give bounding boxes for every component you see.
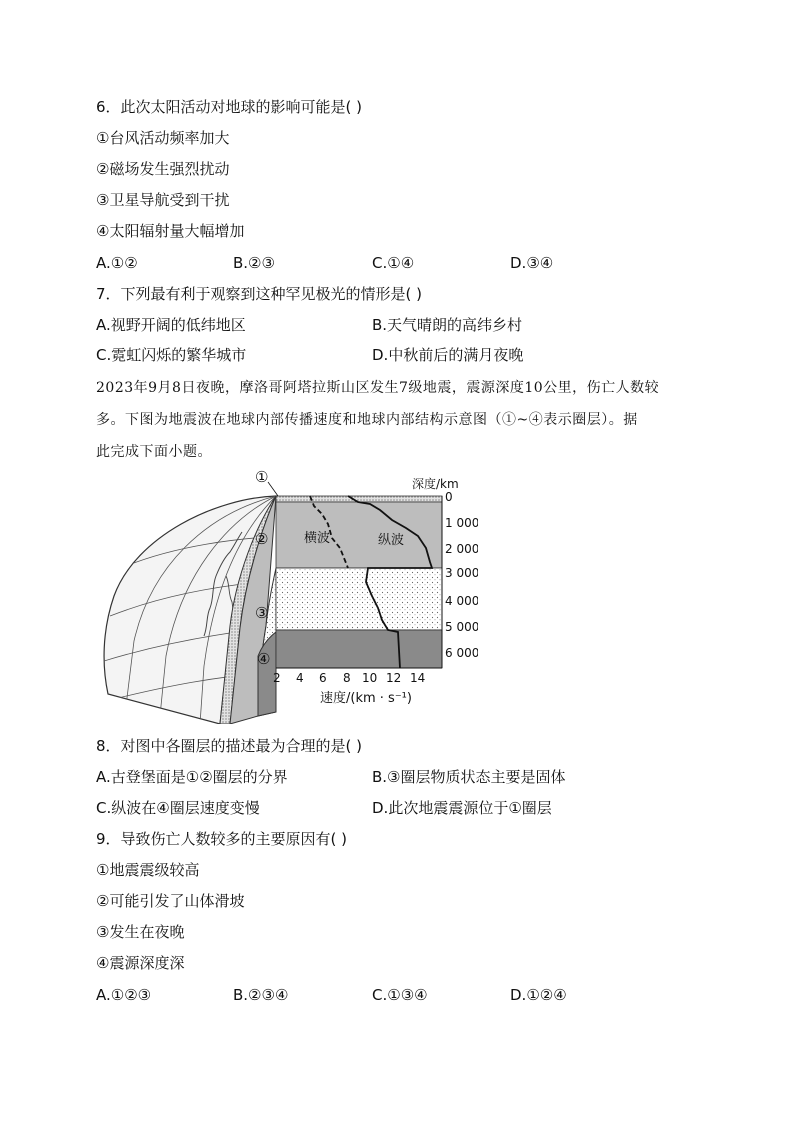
- q7-option-b[interactable]: B.天气晴朗的高纬乡村: [372, 316, 523, 334]
- q8-option-c[interactable]: C.纵波在④圈层速度变慢: [96, 799, 260, 817]
- layer-label-3: ③: [255, 604, 269, 622]
- layer-label-2: ②: [255, 530, 269, 548]
- layer-3-outer-core: [276, 568, 442, 630]
- depth-axis-label: 深度/km: [412, 477, 459, 491]
- depth-tick: 6 000: [445, 646, 478, 660]
- q6-stem: 6．此次太阳活动对地球的影响可能是( ): [96, 98, 363, 116]
- earth-structure-figure: [96, 466, 478, 724]
- depth-tick: 4 000: [445, 594, 478, 608]
- q9-option-b[interactable]: B.②③④: [233, 986, 289, 1004]
- depth-tick: 3 000: [445, 566, 478, 580]
- q7-option-c[interactable]: C.霓虹闪烁的繁华城市: [96, 346, 247, 364]
- q8-option-d[interactable]: D.此次地震震源位于①圈层: [372, 799, 552, 817]
- q7-option-a[interactable]: A.视野开阔的低纬地区: [96, 316, 246, 334]
- speed-tick: 12: [386, 671, 402, 685]
- layer-1-crust: [276, 496, 442, 502]
- speed-tick: 8: [343, 671, 351, 685]
- s-wave-label: 横波: [304, 531, 331, 546]
- q6-item-2: ②磁场发生强烈扰动: [96, 160, 230, 178]
- q8-option-b[interactable]: B.③圈层物质状态主要是固体: [372, 768, 566, 786]
- speed-tick: 6: [319, 671, 327, 685]
- q6-item-4: ④太阳辐射量大幅增加: [96, 222, 245, 240]
- speed-tick: 14: [410, 671, 426, 685]
- q9-option-a[interactable]: A.①②③: [96, 986, 152, 1004]
- speed-tick: 4: [296, 671, 304, 685]
- q8-option-a[interactable]: A.古登堡面是①②圈层的分界: [96, 768, 288, 786]
- passage-line-1: 2023年9月8日夜晚，摩洛哥阿塔拉斯山区发生7级地震，震源深度10公里，伤亡人数较: [96, 380, 660, 396]
- q9-option-c[interactable]: C.①③④: [372, 986, 428, 1004]
- q8-stem: 8．对图中各圈层的描述最为合理的是( ): [96, 737, 363, 755]
- q6-option-d[interactable]: D.③④: [510, 254, 554, 272]
- q7-stem: 7．下列最有利于观察到这种罕见极光的情形是( ): [96, 285, 423, 303]
- q6-option-c[interactable]: C.①④: [372, 254, 415, 272]
- depth-tick: 0: [445, 490, 453, 504]
- depth-tick: 5 000: [445, 620, 478, 634]
- layer-4-inner-core: [276, 630, 442, 668]
- depth-tick: 2 000: [445, 542, 478, 556]
- depth-tick: 1 000: [445, 516, 478, 530]
- q9-item-3: ③发生在夜晚: [96, 923, 185, 941]
- q9-item-4: ④震源深度深: [96, 954, 185, 972]
- p-wave-label: 纵波: [378, 533, 405, 548]
- svg-text:①: ①: [255, 468, 269, 486]
- q9-item-2: ②可能引发了山体滑坡: [96, 892, 245, 910]
- speed-tick: 2: [273, 671, 281, 685]
- layer-label-1: [255, 468, 278, 496]
- q6-option-b[interactable]: B.②③: [233, 254, 275, 272]
- passage-line-2: 多。下图为地震波在地球内部传播速度和地球内部结构示意图（①~④表示圈层）。据: [96, 412, 638, 428]
- q6-option-a[interactable]: A.①②: [96, 254, 138, 272]
- speed-axis-label: 速度/(km · s⁻¹): [320, 691, 412, 706]
- layer-label-4: ④: [257, 650, 271, 668]
- q9-item-1: ①地震震级较高: [96, 861, 200, 879]
- q7-option-d[interactable]: D.中秋前后的满月夜晚: [372, 346, 524, 364]
- passage-line-3: 此完成下面小题。: [96, 444, 212, 460]
- earth-structure-diagram: [96, 466, 478, 724]
- q9-option-d[interactable]: D.①②④: [510, 986, 567, 1004]
- q9-stem: 9．导致伤亡人数较多的主要原因有( ): [96, 830, 348, 848]
- speed-tick: 10: [362, 671, 378, 685]
- q6-item-1: ①台风活动频率加大: [96, 129, 230, 147]
- q6-item-3: ③卫星导航受到干扰: [96, 191, 230, 209]
